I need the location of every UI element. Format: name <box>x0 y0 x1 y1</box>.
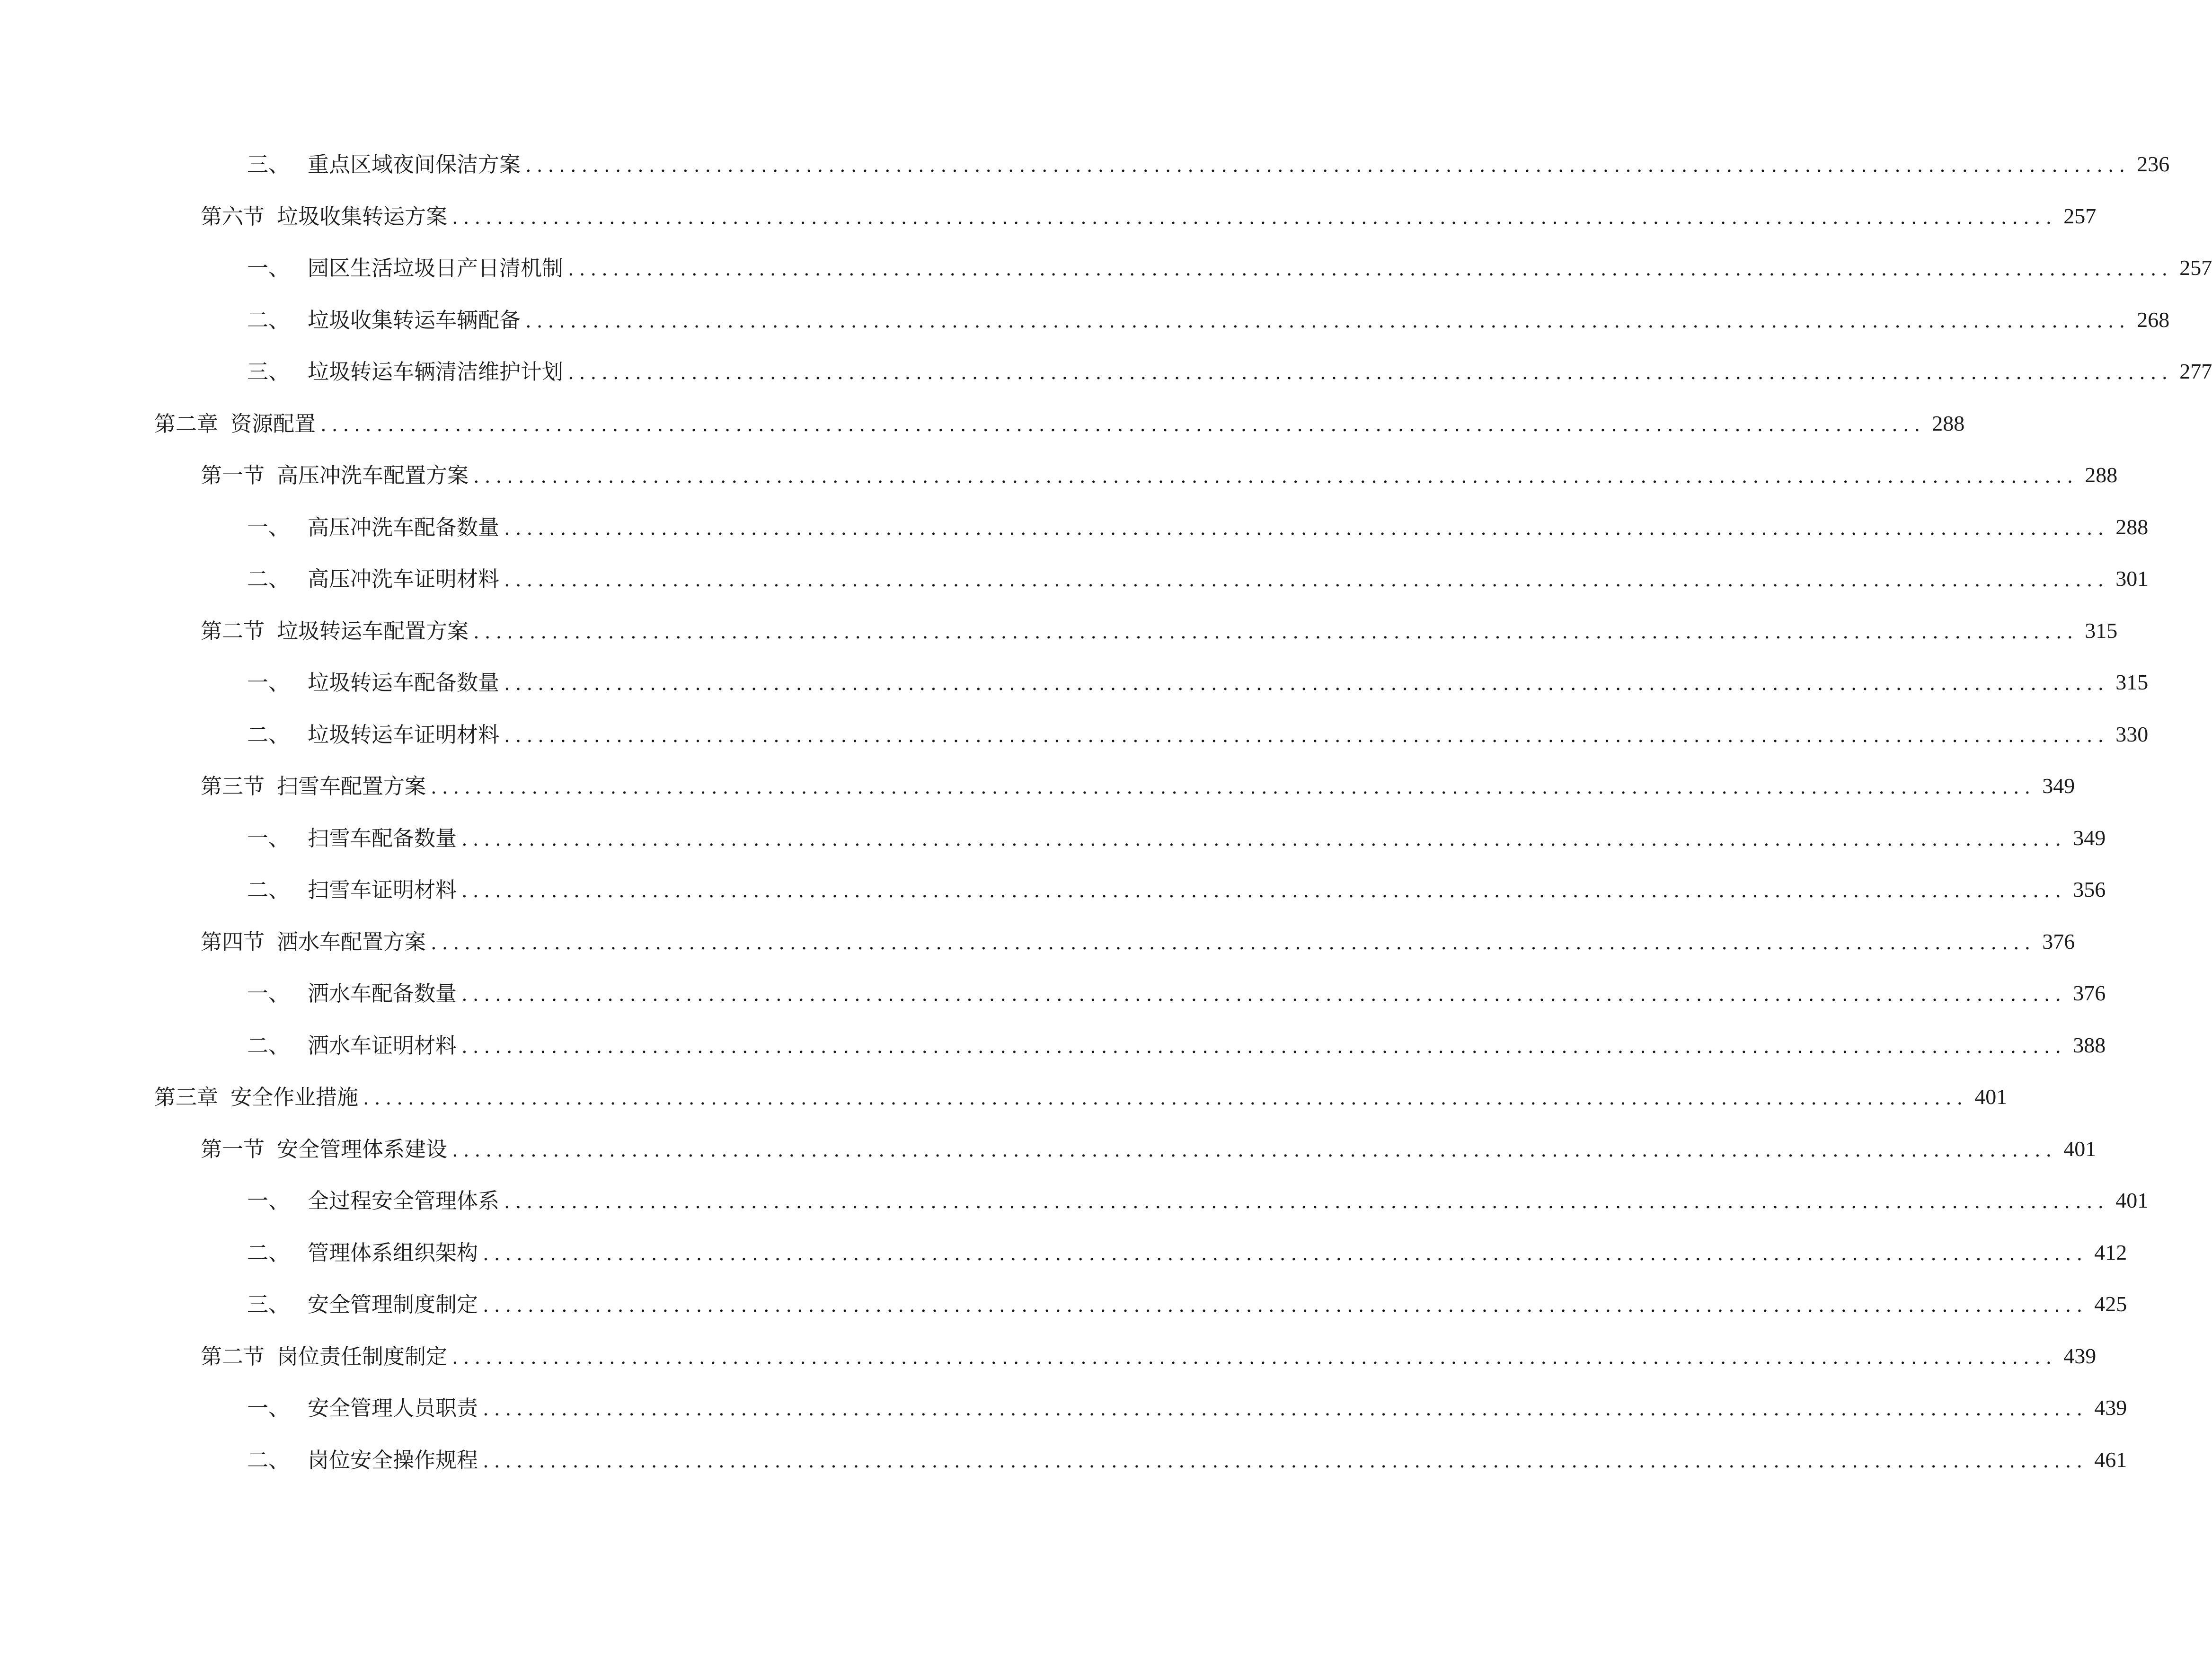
toc-entry[interactable] <box>201 604 2118 644</box>
toc-entry[interactable] <box>247 1174 2149 1213</box>
toc-page-number: 376 <box>2073 981 2106 1005</box>
toc-entry[interactable] <box>247 241 2212 281</box>
toc-dot-leader: ............................................................................................................................................... <box>461 829 2067 850</box>
toc-entry[interactable] <box>247 707 2149 747</box>
toc-dot-leader: ............................................................................................................................................... <box>483 1398 2088 1420</box>
toc-entry-title: 管理体系组织架构 <box>308 1240 478 1265</box>
toc-page-number: 315 <box>2085 618 2118 643</box>
toc-entry-title: 安全作业措施 <box>230 1085 359 1110</box>
toc-page-number: 356 <box>2073 877 2106 901</box>
toc-dot-leader: ............................................................................................................................................... <box>504 518 2109 539</box>
toc-page-number: 401 <box>2063 1137 2097 1161</box>
toc-dot-leader: ............................................................................................................................................... <box>483 1295 2088 1316</box>
toc-page-number: 236 <box>2137 152 2170 176</box>
toc-entry-number: 第一节 <box>201 463 265 488</box>
toc-dot-leader: ............................................................................................................................................... <box>504 673 2109 695</box>
toc-entry-title: 高压冲洗车配置方案 <box>277 463 469 488</box>
toc-entry[interactable] <box>201 1122 2097 1162</box>
toc-entry[interactable] <box>247 655 2149 695</box>
toc-entry-title: 岗位责任制度制定 <box>277 1344 448 1369</box>
toc-entry-number: 第三章 <box>154 1085 219 1110</box>
toc-page-number: 301 <box>2115 566 2149 591</box>
toc-entry-title: 资源配置 <box>230 411 316 436</box>
toc-entry-title: 安全管理制度制定 <box>308 1292 478 1317</box>
toc-page-number: 376 <box>2042 929 2075 954</box>
toc-entry[interactable] <box>247 137 2170 177</box>
toc-dot-leader: ............................................................................................................................................... <box>431 932 2036 954</box>
toc-entry-number: 第四节 <box>201 929 265 954</box>
toc-dot-leader: ............................................................................................................................................... <box>483 1450 2088 1472</box>
toc-entry-number: 三、 <box>247 152 290 177</box>
toc-entry-number: 一、 <box>247 1188 290 1213</box>
toc-page-number: 315 <box>2115 670 2149 694</box>
toc-entry[interactable] <box>247 1433 2127 1473</box>
toc-page-number: 401 <box>1974 1085 2008 1109</box>
toc-page-number: 330 <box>2115 722 2149 746</box>
toc-entry-number: 一、 <box>247 256 290 281</box>
toc-entry[interactable] <box>247 500 2149 540</box>
toc-page-number: 388 <box>2073 1033 2106 1057</box>
toc-entry-number: 三、 <box>247 1292 290 1317</box>
toc-page-number: 257 <box>2063 204 2097 228</box>
toc-page-number: 349 <box>2042 774 2075 798</box>
toc-entry[interactable] <box>247 1226 2127 1265</box>
toc-entry[interactable] <box>154 397 1965 436</box>
toc-entry-number: 一、 <box>247 670 290 695</box>
toc-entry-number: 第二章 <box>154 411 219 436</box>
toc-entry-title: 高压冲洗车证明材料 <box>308 566 500 592</box>
toc-page-number: 349 <box>2073 826 2106 850</box>
toc-dot-leader: ............................................................................................................................................... <box>461 1036 2067 1058</box>
toc-page-number: 257 <box>2179 256 2212 280</box>
toc-entry-title: 垃圾转运车配置方案 <box>277 618 469 644</box>
toc-page-number: 412 <box>2094 1240 2127 1264</box>
toc-entry[interactable] <box>247 863 2106 902</box>
toc-dot-leader: ............................................................................................................................................... <box>320 414 1926 436</box>
toc-entry-title: 洒水车配备数量 <box>308 981 457 1006</box>
toc-entry-number: 二、 <box>247 1448 290 1473</box>
toc-entry-title: 洒水车证明材料 <box>308 1033 457 1058</box>
toc-dot-leader: ............................................................................................................................................... <box>568 362 2173 384</box>
toc-entry-number: 第三节 <box>201 774 265 799</box>
toc-entry-title: 垃圾转运车证明材料 <box>308 722 500 747</box>
toc-entry[interactable] <box>247 1018 2106 1058</box>
toc-dot-leader: ............................................................................................................................................... <box>483 1243 2088 1265</box>
toc-entry-number: 二、 <box>247 308 290 333</box>
toc-dot-leader: ............................................................................................................................................... <box>452 1139 2057 1161</box>
toc-entry-title: 垃圾收集转运车辆配备 <box>308 308 521 333</box>
toc-entry-number: 一、 <box>247 515 290 540</box>
toc-page-number: 439 <box>2094 1395 2127 1420</box>
toc-page-number: 288 <box>1932 411 1965 435</box>
toc-page-number: 439 <box>2063 1344 2097 1368</box>
toc-dot-leader: ............................................................................................................................................... <box>504 569 2109 591</box>
toc-dot-leader: ............................................................................................................................................... <box>363 1087 1968 1109</box>
toc-entry-title: 园区生活垃圾日产日清机制 <box>308 256 564 281</box>
toc-entry-number: 二、 <box>247 1033 290 1058</box>
toc-entry[interactable] <box>247 811 2106 851</box>
toc-entry[interactable] <box>247 344 2212 384</box>
toc-entry-number: 三、 <box>247 359 290 384</box>
toc-entry-title: 岗位安全操作规程 <box>308 1448 478 1473</box>
toc-entry-title: 垃圾收集转运方案 <box>277 204 448 229</box>
toc-dot-leader: ............................................................................................................................................... <box>504 725 2109 747</box>
toc-dot-leader: ............................................................................................................................................... <box>431 777 2036 798</box>
toc-dot-leader: ............................................................................................................................................... <box>525 155 2131 177</box>
toc-entry[interactable] <box>201 1329 2097 1369</box>
toc-entry-number: 二、 <box>247 722 290 747</box>
toc-dot-leader: ............................................................................................................................................... <box>452 1347 2057 1369</box>
toc-page-number: 288 <box>2115 515 2149 539</box>
toc-entry[interactable] <box>247 293 2170 333</box>
toc-page-number: 461 <box>2094 1448 2127 1472</box>
toc-entry[interactable] <box>247 1381 2127 1421</box>
toc-dot-leader: ............................................................................................................................................... <box>461 880 2067 902</box>
toc-entry-number: 二、 <box>247 877 290 902</box>
toc-entry[interactable] <box>201 189 2097 229</box>
toc-entry[interactable] <box>247 966 2106 1006</box>
toc-entry-title: 洒水车配置方案 <box>277 929 426 954</box>
toc-entry[interactable] <box>201 759 2075 799</box>
toc-page-number: 268 <box>2137 308 2170 332</box>
toc-dot-leader: ............................................................................................................................................... <box>504 1191 2109 1213</box>
toc-dot-leader: ............................................................................................................................................... <box>568 258 2173 280</box>
toc-page-number: 277 <box>2179 359 2212 383</box>
toc-entry-number: 第六节 <box>201 204 265 229</box>
toc-entry[interactable] <box>247 552 2149 592</box>
toc-entry[interactable] <box>154 1070 2008 1110</box>
toc-dot-leader: ............................................................................................................................................... <box>473 621 2079 643</box>
toc-entry-title: 扫雪车证明材料 <box>308 877 457 902</box>
toc-entry-number: 第一节 <box>201 1137 265 1162</box>
toc-entry[interactable] <box>247 1277 2127 1317</box>
toc-entry-number: 一、 <box>247 981 290 1006</box>
toc-entry-title: 扫雪车配置方案 <box>277 774 426 799</box>
toc-entry-title: 安全管理人员职责 <box>308 1395 478 1421</box>
toc-entry-title: 垃圾转运车辆清洁维护计划 <box>308 359 564 384</box>
toc-page-number: 288 <box>2085 463 2118 487</box>
toc-entry-number: 第二节 <box>201 1344 265 1369</box>
toc-entry-number: 二、 <box>247 566 290 592</box>
toc-entry-number: 一、 <box>247 826 290 851</box>
toc-page-number: 401 <box>2115 1188 2149 1212</box>
toc-dot-leader: ............................................................................................................................................... <box>461 984 2067 1006</box>
toc-dot-leader: ............................................................................................................................................... <box>525 310 2131 332</box>
toc-entry-title: 高压冲洗车配备数量 <box>308 515 500 540</box>
toc-entry[interactable] <box>201 448 2118 488</box>
toc-dot-leader: ............................................................................................................................................... <box>473 466 2079 487</box>
toc-entry-title: 重点区域夜间保洁方案 <box>308 152 521 177</box>
toc-entry-number: 一、 <box>247 1395 290 1421</box>
toc-entry-number: 二、 <box>247 1240 290 1265</box>
toc-entry-number: 第二节 <box>201 618 265 644</box>
toc-entry-title: 安全管理体系建设 <box>277 1137 448 1162</box>
toc-entry-title: 扫雪车配备数量 <box>308 826 457 851</box>
toc-entry-title: 垃圾转运车配备数量 <box>308 670 500 695</box>
toc-entry[interactable] <box>201 915 2075 954</box>
toc-page-number: 425 <box>2094 1292 2127 1316</box>
toc-entry-title: 全过程安全管理体系 <box>308 1188 500 1213</box>
toc-dot-leader: ............................................................................................................................................... <box>452 207 2057 229</box>
